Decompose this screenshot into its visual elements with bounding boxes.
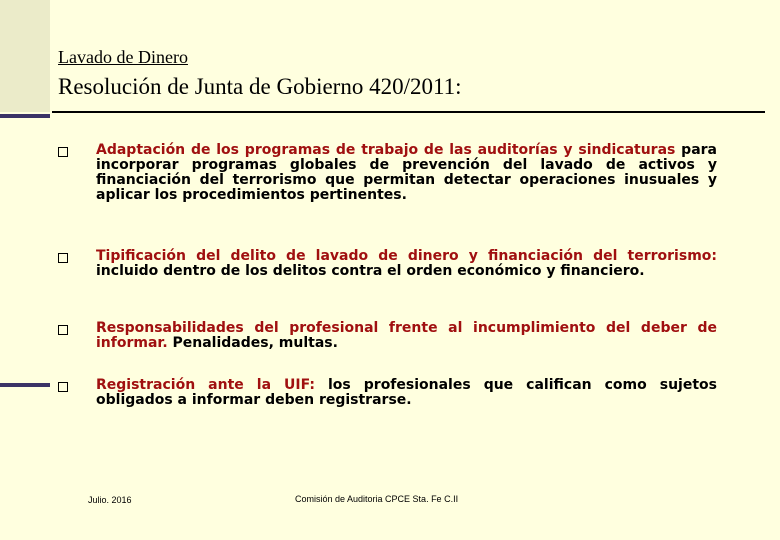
slide-title: Resolución de Junta de Gobierno 420/2011: — [58, 74, 462, 99]
left-accent-bar-top — [0, 114, 50, 118]
bullet-text — [96, 321, 717, 351]
title-divider — [52, 111, 765, 113]
checkbox-icon — [58, 325, 68, 335]
bullet-text — [96, 378, 717, 408]
bullet-body: incluido dentro de los delitos contra el orden económico y financiero. — [96, 263, 645, 279]
bullet-highlight: Tipificación del delito de lavado de dinero y financiación del terrorismo: — [96, 248, 717, 264]
bullet-highlight: Registración ante la UIF: — [96, 377, 315, 393]
checkbox-icon — [58, 253, 68, 263]
footer-date: Julio. 2016 — [88, 495, 132, 505]
bullet-highlight: Adaptación de los programas de trabajo de las auditorías y sindicaturas — [96, 142, 676, 158]
footer-organization: Comisión de Auditoria CPCE Sta. Fe C.II — [295, 494, 459, 504]
left-side-panel — [0, 0, 50, 112]
bullet-text — [96, 143, 717, 203]
bullet-body: para incorporar programas globales de prevención del lavado de activos y financiación del terrorismo que permitan detectar operaciones inusuales y aplicar los procedimientos pertinentes. — [96, 142, 717, 203]
checkbox-icon — [58, 147, 68, 157]
checkbox-icon — [58, 382, 68, 392]
bullet-body: los profesionales que califican como sujetos obligados a informar deben registrarse. — [96, 377, 717, 408]
left-accent-bar-bottom — [0, 383, 50, 387]
slide-subtitle: Lavado de Dinero — [58, 47, 188, 67]
bullet-highlight: Responsabilidades del profesional frente al incumplimiento del deber de informar. — [96, 320, 717, 351]
bullet-body: Penalidades, multas. — [167, 335, 338, 351]
bullet-text — [96, 249, 717, 279]
